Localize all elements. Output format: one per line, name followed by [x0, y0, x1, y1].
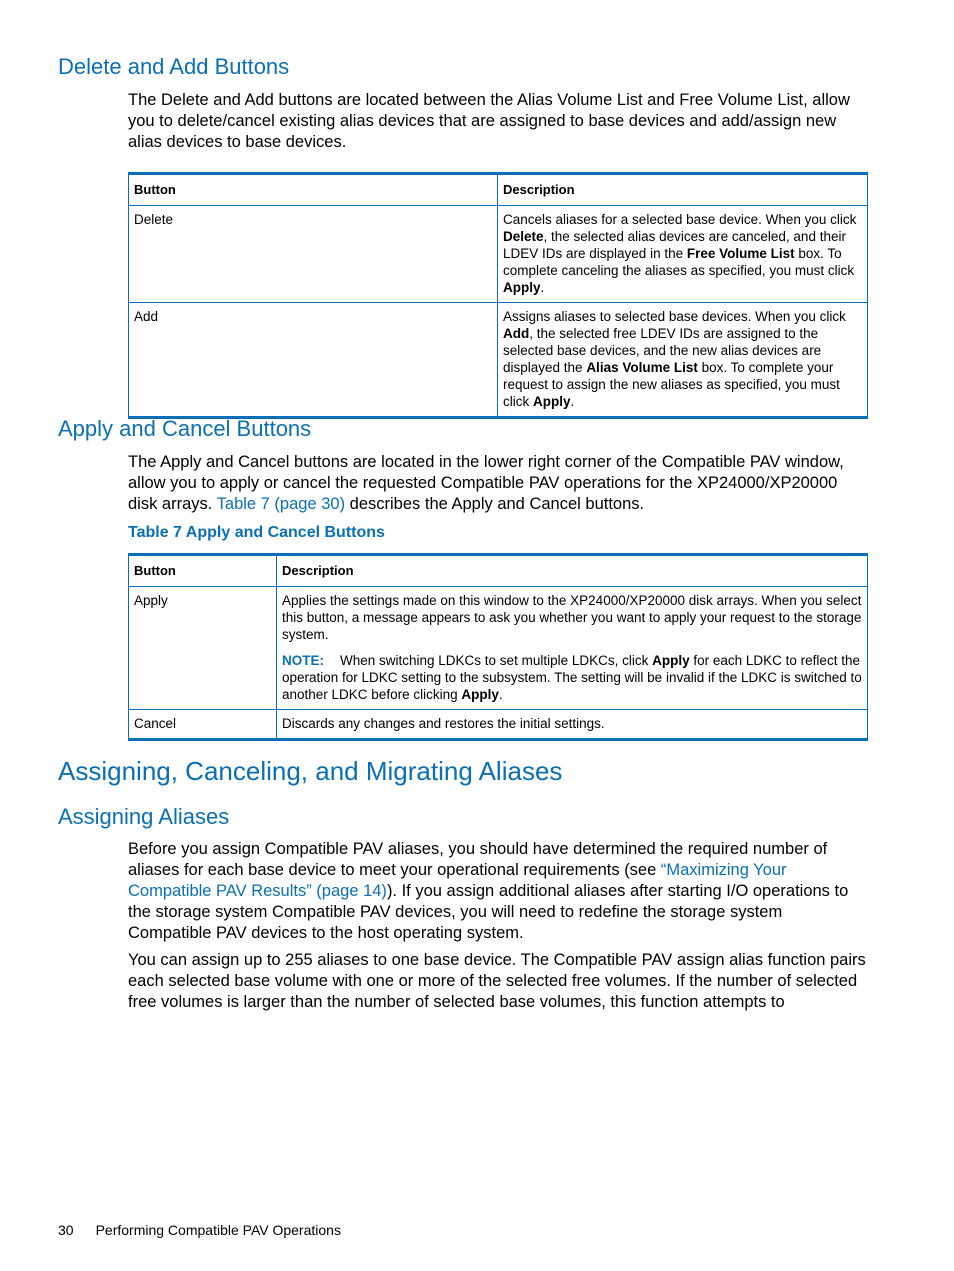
- note-text: When switching LDKCs to set multiple LDKCs, click: [340, 653, 653, 668]
- description-cell: [498, 206, 868, 303]
- apply-cancel-table: [128, 553, 868, 741]
- desc-bold: Alias Volume List: [586, 360, 698, 375]
- button-cell: Delete: [129, 206, 498, 303]
- desc-bold: Free Volume List: [686, 246, 795, 261]
- button-cell: Apply: [129, 587, 277, 710]
- para-text: ). If you assign additional aliases after starting I/O operations to the storage system Compatible PAV devices, you will need to redefine the storage system Compatible PAV devices to the host operating system.: [128, 882, 849, 942]
- table-row: [129, 206, 868, 303]
- note: [282, 652, 862, 703]
- apply-cancel-intro: [128, 452, 868, 515]
- button-cell: Add: [129, 303, 498, 418]
- section-heading-apply-cancel: Apply and Cancel Buttons: [58, 416, 312, 441]
- desc-bold: Delete: [503, 229, 544, 244]
- maximizing-results-link[interactable]: “Maximizing Your Compatible PAV Results” (page 14): [128, 861, 787, 900]
- para-text: Before you assign Compatible PAV aliases, you should have determined the required number of aliases for each base device to meet your operational requirements (see: [128, 840, 828, 879]
- table-row: [129, 303, 868, 418]
- note-text: for each LDKC to reflect the operation for LDKC setting to the subsystem. The setting will be invalid if the LDKC is switched to another LDKC before clicking: [282, 653, 862, 702]
- desc-text: Assigns aliases to selected base devices. When you click: [503, 309, 846, 324]
- desc-bold: Apply: [503, 280, 541, 295]
- desc-text: , the selected alias devices are canceled, and their LDEV IDs are displayed in the: [503, 229, 846, 261]
- table-7-link[interactable]: Table 7 (page 30): [216, 495, 346, 513]
- column-header-description: Description: [277, 555, 868, 587]
- assigning-paragraph-1: [128, 839, 868, 944]
- table-row: [129, 587, 868, 710]
- column-header-button: Button: [129, 555, 277, 587]
- desc-text: .: [540, 280, 545, 295]
- desc-text: Applies the settings made on this window to the XP24000/XP20000 disk arrays. When you select this button, a message appears to ask you whether you want to apply your request to the storage system.: [282, 593, 862, 642]
- chapter-heading: Assigning, Canceling, and Migrating Aliases: [58, 756, 563, 786]
- section-heading-delete-add: Delete and Add Buttons: [58, 54, 290, 79]
- desc-text: Cancels aliases for a selected base device. When you click: [503, 212, 857, 227]
- intro-text: The Apply and Cancel buttons are located in the lower right corner of the Compatible PAV window, allow you to apply or cancel the requested Compatible PAV operations for the XP24000/XP20000 disk arrays.: [128, 453, 844, 513]
- delete-add-table: [128, 172, 868, 419]
- column-header-description: Description: [498, 174, 868, 206]
- footer-chapter-title: Performing Compatible PAV Operations: [95, 1222, 341, 1238]
- desc-text: .: [570, 394, 575, 409]
- page-footer: [58, 1222, 341, 1238]
- note-bold: Apply: [652, 653, 690, 668]
- desc-bold: Apply: [533, 394, 571, 409]
- note-label: NOTE:: [282, 653, 324, 668]
- table-header-row: [129, 555, 868, 587]
- description-cell: [277, 587, 868, 710]
- assigning-paragraph-2: You can assign up to 255 aliases to one base device. The Compatible PAV assign alias function pairs each selected base volume with one or more of the selected free volumes. If the number of selected free volumes is larger than the number of selected base volumes, this function attempts to: [128, 951, 866, 1011]
- section-heading-assigning: Assigning Aliases: [58, 804, 230, 829]
- intro-text: describes the Apply and Cancel buttons.: [345, 495, 645, 513]
- note-bold: Apply: [461, 687, 499, 702]
- note-text: .: [498, 687, 503, 702]
- button-cell: Cancel: [129, 710, 277, 740]
- description-cell: [498, 303, 868, 418]
- table-header-row: [129, 174, 868, 206]
- delete-add-intro: The Delete and Add buttons are located between the Alias Volume List and Free Volume List, allow you to delete/cancel existing alias devices that are assigned to base devices and add/assign new alias devices to base devices.: [128, 91, 850, 151]
- desc-text: box. To complete your request to assign the new aliases as specified, you must click: [503, 360, 840, 409]
- column-header-button: Button: [129, 174, 498, 206]
- page-number: 30: [58, 1222, 74, 1238]
- description-cell: Discards any changes and restores the initial settings.: [277, 710, 868, 740]
- desc-text: box. To complete canceling the aliases as specified, you must click: [503, 246, 855, 278]
- table-caption: Table 7 Apply and Cancel Buttons: [128, 524, 385, 541]
- desc-text: , the selected free LDEV IDs are assigned to the selected base devices, and the new alias devices are displayed the: [503, 326, 822, 375]
- table-row: [129, 710, 868, 740]
- desc-bold: Add: [503, 326, 530, 341]
